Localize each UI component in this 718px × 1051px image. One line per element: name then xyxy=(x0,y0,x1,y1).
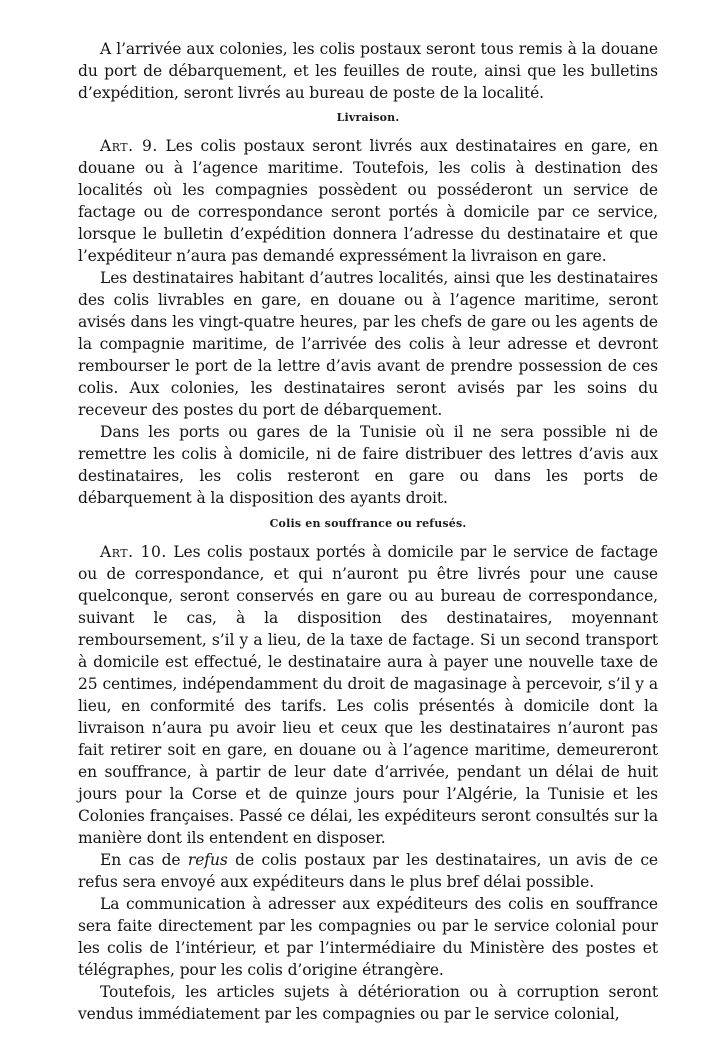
article-9-label: Art. 9. xyxy=(100,137,158,155)
section-livraison-body xyxy=(78,135,658,509)
livraison-paragraph-3: Dans les ports ou gares de la Tunisie où il ne sera possible ni de remettre les colis à domicile, ni de faire distribuer des lettres d’avis aux destinataires, les colis resteront en gare ou dans les ports de débarquement à la disposition des ayants droit. xyxy=(78,423,658,507)
souffrance-paragraph-4: Toutefois, les articles sujets à détérioration ou à corruption seront vendus immédiatement par les compagnies ou par le service colonial, xyxy=(78,983,658,1023)
souffrance-paragraph-2 xyxy=(78,849,658,893)
article-9-paragraph xyxy=(78,135,658,267)
article-10-label: Art. 10. xyxy=(100,543,167,561)
section-souffrance-body xyxy=(78,541,658,1025)
intro-block xyxy=(78,38,658,104)
refus-text-b: de colis postaux par les destinataires, un avis de ce refus sera envoyé aux expéditeurs dans le plus bref délai possible. xyxy=(78,851,658,891)
article-9-text: Les colis postaux seront livrés aux destinataires en gare, en douane ou à l’agence maritime. Toutefois, les colis à destination des localités où les compagnies possèdent ou posséderont un service de factage ou de correspondance seront portés à domicile par ce service, lorsque le bulletin d’expédition donnera l’adresse du destinataire et que l’expéditeur n’aura pas demandé expressément la livraison en gare. xyxy=(78,137,658,265)
intro-paragraph: A l’arrivée aux colonies, les colis postaux seront tous remis à la douane du port de débarquement, et les feuilles de route, ainsi que les bulletins d’expédition, seront livrés au bureau de poste de la localité. xyxy=(78,40,658,102)
refus-emphasis: refus xyxy=(187,851,228,869)
livraison-paragraph-2: Les destinataires habitant d’autres localités, ainsi que les destinataires des colis livrables en gare, en douane ou à l’agence maritime, seront avisés dans les vingt-quatre heures, par les chefs de gare ou les agents de la compagnie maritime, de l’arrivée des colis à leur adresse et devront rembourser le port de la lettre d’avis avant de prendre possession de ces colis. Aux colonies, les destinataires seront avisés par les soins du receveur des postes du port de débarquement. xyxy=(78,269,658,419)
article-10-text: Les colis postaux portés à domicile par le service de factage ou de correspondance, et qui n’auront pu être livrés pour une cause quelconque, seront conservés en gare ou au bureau de correspondance, suivant le cas, à la disposition des destinataires, moyennant remboursement, s’il y a lieu, de la taxe de factage. Si un second transport à domicile est effectué, le destinataire aura à payer une nouvelle taxe de 25 centimes, indépendamment du droit de magasinage à percevoir, s’il y a lieu, en conformité des tarifs. Les colis présentés à domicile dont la livraison n’aura pu avoir lieu et ceux que les destinataires n’auront pas fait retirer soit en gare, en douane ou à l’agence maritime, demeureront en souffrance, à partir de leur date d’arrivée, pendant un délai de huit jours pour la Corse et de quinze jours pour l’Algérie, la Tunisie et les Colonies françaises. Passé ce délai, les expéditeurs seront consultés sur la manière dont ils entendent en disposer. xyxy=(78,543,659,847)
refus-text-a: En cas de xyxy=(100,851,188,869)
article-10-paragraph xyxy=(78,541,658,849)
section-heading-livraison: Livraison. xyxy=(336,111,400,124)
souffrance-paragraph-3: La communication à adresser aux expéditeurs des colis en souffrance sera faite directement par les compagnies ou par le service colonial pour les colis de l’intérieur, et par l’intermédiaire du Ministère des postes et télégraphes, pour les colis d’origine étrangère. xyxy=(78,895,658,979)
section-heading-souffrance: Colis en souffrance ou refusés. xyxy=(269,517,467,530)
